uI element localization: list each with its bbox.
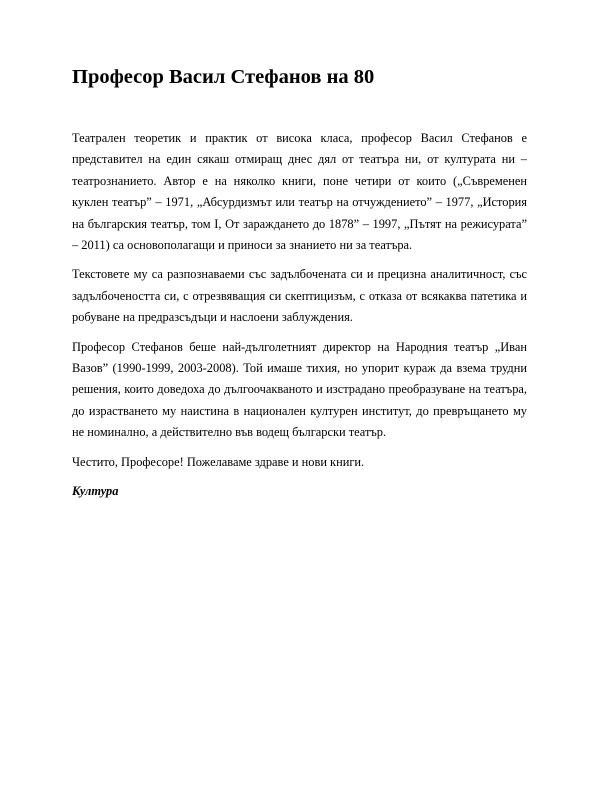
paragraph-texts: Текстовете му са разпознаваеми със задълбочената си и прецизна аналитичност, със задълбочеността си, с отрезвяващия си скептицизъм, с отказа от всякаква патетика и робуване на предразсъдъци и наслоени заблуждения. — [72, 267, 527, 325]
document-page — [72, 64, 527, 503]
paragraph-intro: Театрален теоретик и практик от висока класа, професор Васил Стефанов е представител на един сякаш отмиращ днес дял от театъра ни, от културата ни – театрознанието. Автор е на няколко книги, поне четири от които („Съвременен куклен театър” – 1971, „Абсурдизмът или театър на отчуждението” – 1977, „История на българския театър, том I, От зараждането до 1878” – 1997, „Пътят на режисурата” – 2011) са основополагащи и приноси за знанието ни за театъра. — [72, 131, 527, 253]
paragraph-congratulations: Честито, Професоре! Пожелаваме здраве и нови книги. — [72, 454, 365, 469]
paragraph-director: Професор Стефанов беше най-дълголетният директор на Народния театър „Иван Вазов” (1990-1999, 2003-2008). Той имаше тихия, но упорит кураж да взема трудни решения, които доведоха до дългоочакваното и изстрадано преобразуване на театъра, до израстването му наистина в национален културен институт, до превръщането му не номинално, а действително във водещ български театър. — [72, 339, 527, 440]
article-signature: Култура — [72, 484, 119, 499]
article-title: Професор Васил Стефанов на 80 — [72, 66, 375, 88]
